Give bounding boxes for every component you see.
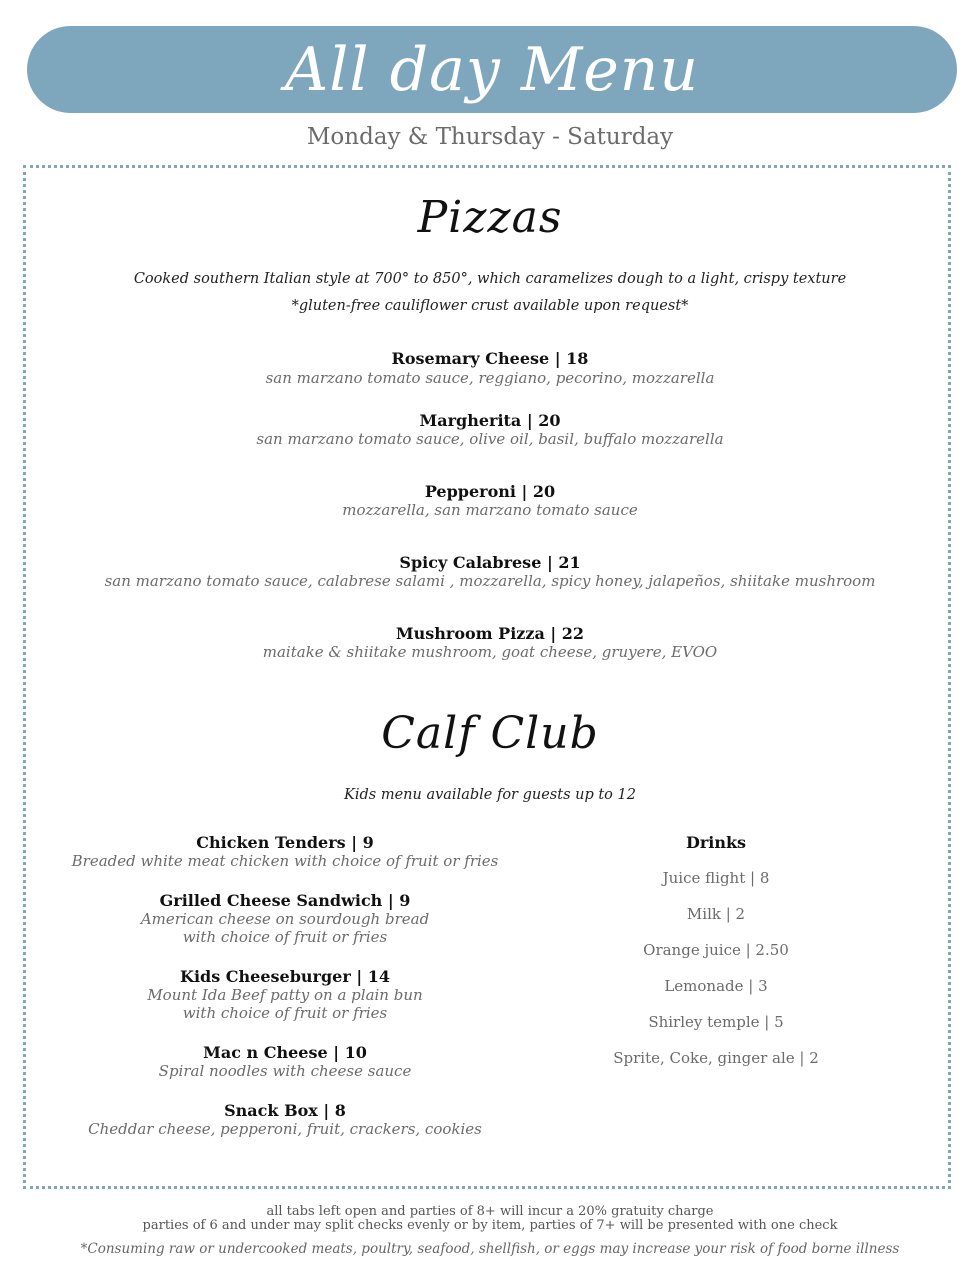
pizza-name: Mushroom Pizza | 22 bbox=[395, 624, 585, 643]
kids-menu-note: Kids menu available for guests up to 12 bbox=[344, 787, 636, 803]
kids-item-description: American cheese on sourdough bread bbox=[140, 910, 430, 928]
kids-item-description: Cheddar cheese, pepperoni, fruit, crackers, cookies bbox=[88, 1120, 482, 1138]
pizza-description: san marzano tomato sauce, olive oil, basil, buffalo mozzarella bbox=[256, 430, 724, 448]
drinks-heading: Drinks bbox=[685, 833, 747, 852]
pizza-name: Margherita | 20 bbox=[419, 411, 561, 430]
menu-title: All day Menu bbox=[284, 34, 700, 105]
pizza-name: Rosemary Cheese | 18 bbox=[391, 349, 589, 368]
kids-item-description: Spiral noodles with cheese sauce bbox=[158, 1062, 412, 1080]
calf-club-heading: Calf Club bbox=[381, 708, 599, 759]
kids-item-description: Mount Ida Beef patty on a plain bun bbox=[147, 986, 423, 1004]
menu-frame bbox=[23, 165, 951, 1189]
pizza-description: mozzarella, san marzano tomato sauce bbox=[342, 501, 638, 519]
pizza-name: Spicy Calabrese | 21 bbox=[399, 553, 581, 572]
kids-item-name: Mac n Cheese | 10 bbox=[203, 1043, 367, 1062]
pizza-name: Pepperoni | 20 bbox=[424, 482, 556, 501]
kids-item-name: Kids Cheeseburger | 14 bbox=[180, 967, 390, 986]
drink-item: Orange juice | 2.50 bbox=[643, 941, 789, 959]
drink-item: Juice flight | 8 bbox=[662, 869, 770, 887]
pizzas-gluten-note: *gluten-free cauliflower crust available upon request* bbox=[291, 298, 689, 314]
pizza-description: san marzano tomato sauce, calabrese salami , mozzarella, spicy honey, jalapeños, shiitake mushroom bbox=[104, 572, 876, 590]
header-banner bbox=[27, 26, 957, 113]
menu-days: Monday & Thursday - Saturday bbox=[306, 124, 674, 150]
drink-item: Milk | 2 bbox=[686, 905, 746, 923]
kids-item-description: Breaded white meat chicken with choice of fruit or fries bbox=[71, 852, 499, 870]
kids-item-description: with choice of fruit or fries bbox=[182, 1004, 388, 1022]
split-check-notice: parties of 6 and under may split checks evenly or by item, parties of 7+ will be presented with one check bbox=[142, 1218, 838, 1233]
pizzas-heading: Pizzas bbox=[417, 192, 563, 243]
drink-item: Sprite, Coke, ginger ale | 2 bbox=[613, 1049, 819, 1067]
kids-item-description: with choice of fruit or fries bbox=[182, 928, 388, 946]
drink-item: Lemonade | 3 bbox=[664, 977, 768, 995]
pizzas-intro: Cooked southern Italian style at 700° to 850°, which caramelizes dough to a light, crispy texture bbox=[133, 271, 847, 287]
pizza-description: san marzano tomato sauce, reggiano, pecorino, mozzarella bbox=[265, 369, 715, 387]
pizza-description: maitake & shiitake mushroom, goat cheese, gruyere, EVOO bbox=[262, 643, 718, 661]
gratuity-notice: all tabs left open and parties of 8+ will incur a 20% gratuity charge bbox=[266, 1204, 714, 1219]
food-safety-disclaimer: *Consuming raw or undercooked meats, poultry, seafood, shellfish, or eggs may increase your risk of food borne illness bbox=[80, 1241, 900, 1257]
kids-item-name: Snack Box | 8 bbox=[224, 1101, 346, 1120]
kids-item-name: Chicken Tenders | 9 bbox=[196, 833, 374, 852]
drink-item: Shirley temple | 5 bbox=[648, 1013, 784, 1031]
kids-item-name: Grilled Cheese Sandwich | 9 bbox=[159, 891, 411, 910]
